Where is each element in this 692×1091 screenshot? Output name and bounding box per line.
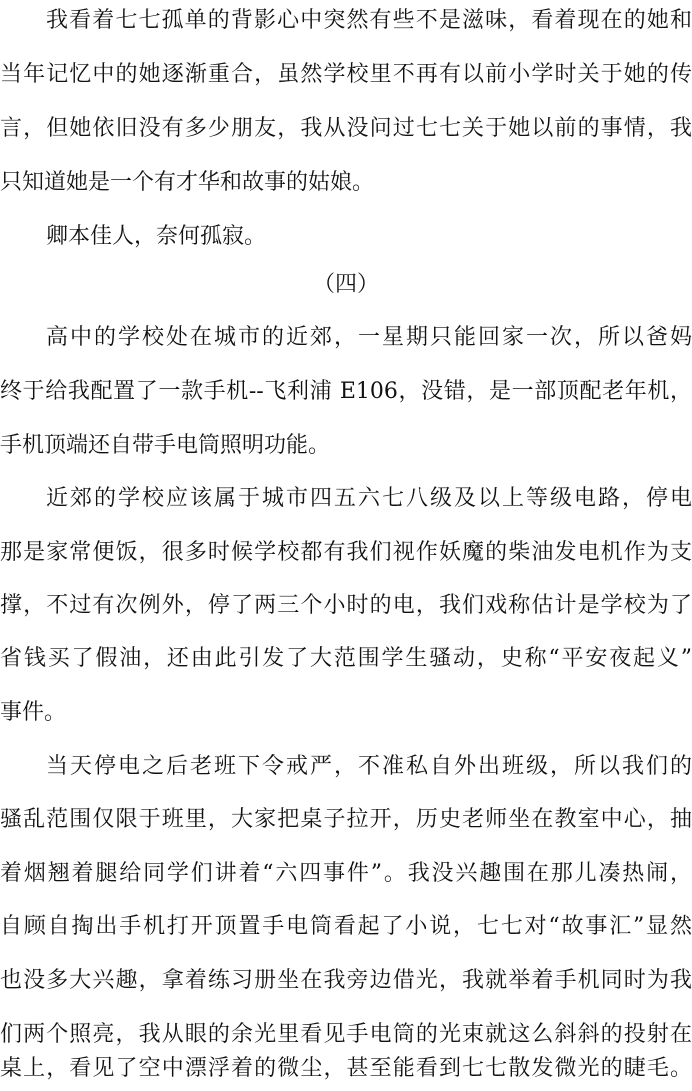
text-line: 高中的学校处在城市的近郊，一星期只能回家一次，所以爸妈 xyxy=(46,325,692,350)
text-line: 省钱买了假油，还由此引发了大范围学生骚动，史称“平安夜起义” xyxy=(0,646,692,671)
text-line: 们两个照亮，我从眼的余光里看见手电筒的光束就这么斜斜的投射在 xyxy=(0,1022,692,1047)
text-line: 事件。 xyxy=(0,700,67,725)
text-line: 我看着七七孤单的背影心中突然有些不是滋味，看着现在的她和 xyxy=(46,8,692,33)
text-line: 只知道她是一个有才华和故事的姑娘。 xyxy=(0,170,375,195)
text-line: 终于给我配置了一款手机--飞利浦 E106，没错，是一部顶配老年机， xyxy=(0,379,692,404)
text-line: 自顾自掏出手机打开顶置手电筒看起了小说，七七对“故事汇”显然 xyxy=(0,914,692,939)
text-line: 近郊的学校应该属于城市四五六七八级及以上等级电路，停电 xyxy=(46,486,692,511)
text-line: 桌上，看见了空中漂浮着的微尘，甚至能看到七七散发微光的睫毛。 xyxy=(0,1056,692,1081)
text-line: 手机顶端还自带手电筒照明功能。 xyxy=(0,433,331,458)
text-line: 当年记忆中的她逐渐重合，虽然学校里不再有以前小学时关于她的传 xyxy=(0,62,692,87)
text-line: 撑，不过有次例外，停了两三个小时的电，我们戏称估计是学校为了 xyxy=(0,593,692,618)
text-line: 着烟翘着腿给同学们讲着“六四事件”。我没兴趣围在那儿凑热闹， xyxy=(0,861,692,886)
text-line: 那是家常便饭，很多时候学校都有我们视作妖魔的柴油发电机作为支 xyxy=(0,540,692,565)
text-line: 当天停电之后老班下令戒严，不准私自外出班级，所以我们的 xyxy=(46,754,692,779)
text-line: 言，但她依旧没有多少朋友，我从没问过七七关于她以前的事情，我 xyxy=(0,116,692,141)
section-heading: （四） xyxy=(312,272,379,297)
text-line: 也没多大兴趣，拿着练习册坐在我旁边借光，我就举着手机同时为我 xyxy=(0,968,692,993)
text-line: 卿本佳人，奈何孤寂。 xyxy=(46,224,267,249)
text-line: 骚乱范围仅限于班里，大家把桌子拉开，历史老师坐在教室中心，抽 xyxy=(0,807,692,832)
